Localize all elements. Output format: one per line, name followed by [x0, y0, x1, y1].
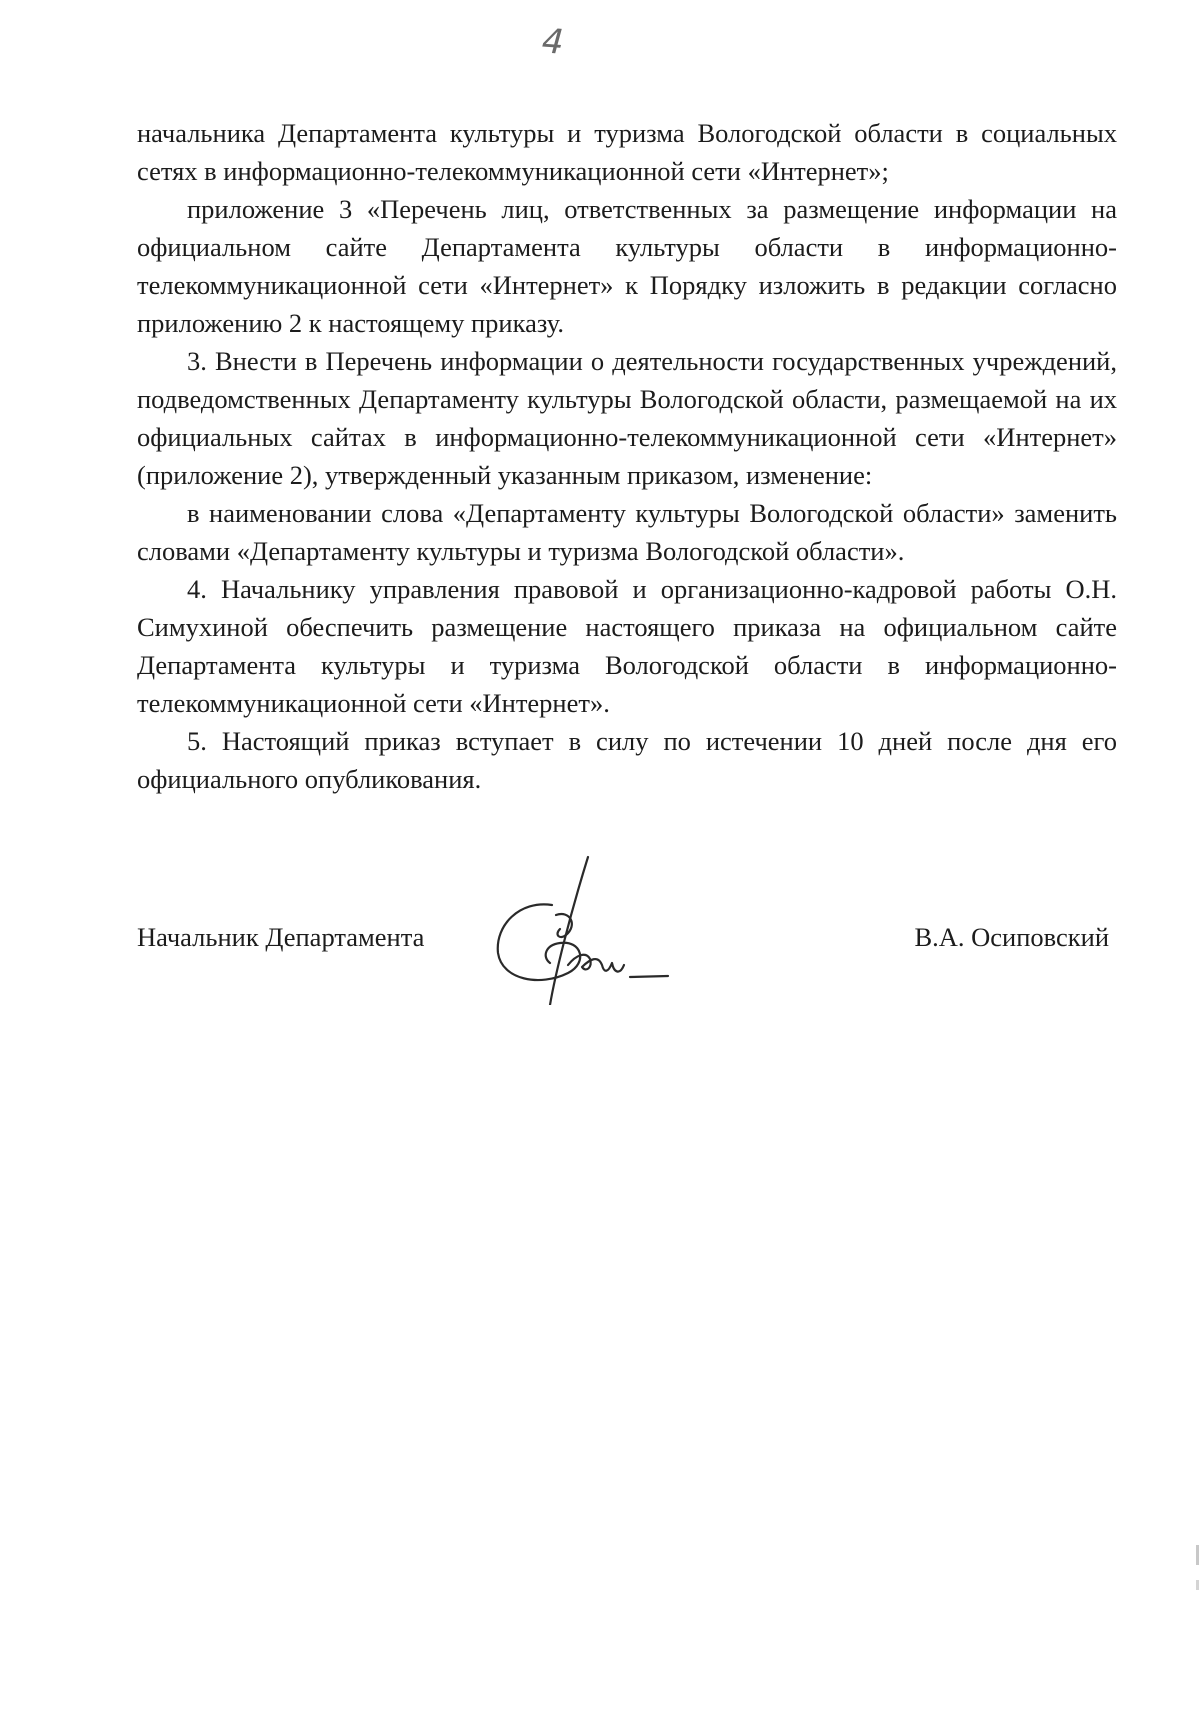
signatory-name: В.А. Осиповский [914, 922, 1109, 952]
paragraph-item-5: 5. Настоящий приказ вступает в силу по истечении 10 дней после дня его официального опубликования. [137, 726, 1117, 794]
document-body [137, 114, 1117, 798]
signatory-title: Начальник Департамента [137, 922, 425, 952]
paragraph-item-3: 3. Внести в Перечень информации о деятельности государственных учреждений, подведомственных Департаменту культуры Вологодской области, размещаемой на их официальных сайтах в информационно-телекоммуникационной сети «Интернет» (приложение 2), утвержденный указанным приказом, изменение: [137, 346, 1117, 490]
scan-edge-mark [1196, 1545, 1199, 1565]
paragraph-continuation: начальника Департамента культуры и туризма Вологодской области в социальных сетях в информационно-телекоммуникационной сети «Интернет»; [137, 118, 1117, 186]
paragraph-item-3-change: в наименовании слова «Департаменту культуры Вологодской области» заменить словами «Департаменту культуры и туризма Вологодской области». [137, 498, 1117, 566]
scan-edge-mark [1196, 1580, 1199, 1590]
paragraph-appendix-3: приложение 3 «Перечень лиц, ответственных за размещение информации на официальном сайте Департамента культуры области в информационно-телекоммуникационной сети «Интернет» к Порядку изложить в редакции согласно приложению 2 к настоящему приказу. [137, 194, 1117, 338]
handwritten-signature [490, 855, 690, 1005]
page-number: 4 [540, 21, 566, 63]
paragraph-item-4: 4. Начальнику управления правовой и организационно-кадровой работы О.Н. Симухиной обеспечить размещение настоящего приказа на официальном сайте Департамента культуры и туризма Вологодской области в информационно-телекоммуникационной сети «Интернет». [137, 574, 1117, 718]
